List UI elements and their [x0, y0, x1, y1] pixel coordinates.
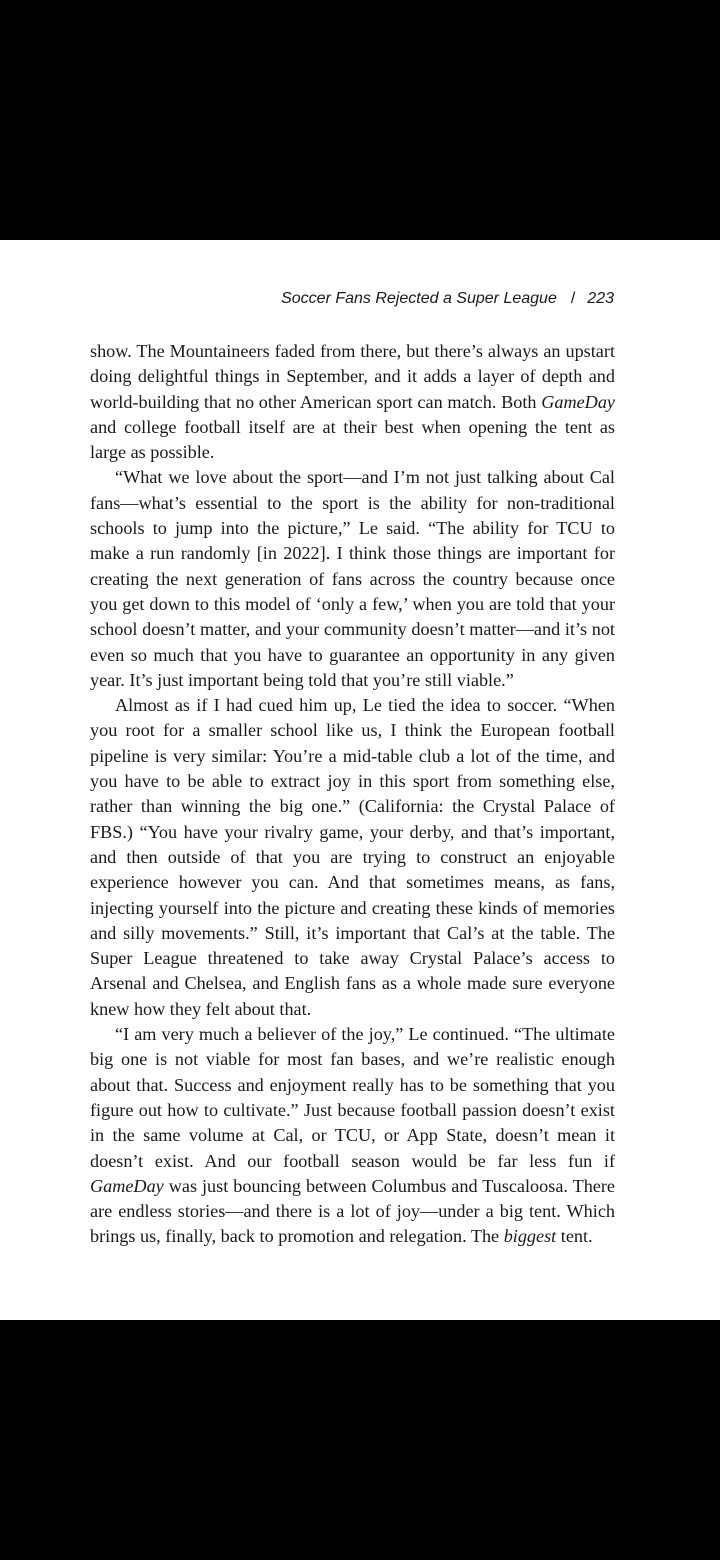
running-head	[281, 290, 614, 308]
paragraph: “What we love about the sport—and I’m not just talking about Cal fans—what’s essential to the sport is the ability for non-traditional schools to jump into the picture,” Le said. “The ability for TCU to make a run randomly [in 2022]. I think those things are important for creating the next generation of fans across the country because once you get down to this model of ‘only a few,’ when you are told that your school doesn’t matter, and your community doesn’t matter—and it’s not even so much that you have to guarantee an opportunity in any given year. It’s just important being told that you’re still viable.”	[90, 467, 615, 690]
italic-title: GameDay	[541, 391, 615, 412]
header-separator: /	[570, 290, 576, 307]
italic-emphasis: biggest	[503, 1226, 557, 1247]
paragraph: Almost as if I had cued him up, Le tied the idea to soccer. “When you root for a smaller school like us, I think the European football pipeline is very similar: You’re a mid-table club a lot of the time, and you have to be able to extract joy in this sport from something else, rather than winning the big one.” (California: the Crystal Palace of FBS.) “You have your rivalry game, your derby, and that’s important, and then outside of that you are trying to construct an enjoyable experience however you can. And that sometimes means, as fans, injecting yourself into the picture and creating these kinds of memories and silly movements.” Still, it’s important that Cal’s at the table. The Super League threatened to take away Crystal Palace’s access to Arsenal and Chelsea, and English fans as a whole made sure everyone knew how they felt about that.	[90, 695, 615, 1019]
paragraph	[90, 1022, 615, 1250]
book-page[interactable]	[0, 240, 720, 1320]
paragraph-text: was just bouncing between Columbus and Tuscaloosa. There are endless stories—and there is a lot of joy—under a big tent. Which brings us, finally, back to promotion and relegation. The	[90, 1175, 615, 1247]
paragraph-text: “I am very much a believer of the joy,” Le continued. “The ultimate big one is not viable for most fan bases, and we’re realistic enough about that. Success and enjoyment really has to be something that you figure out how to cultivate.” Just because football passion doesn’t exist in the same volume at Cal, or TCU, or App State, doesn’t mean it doesn’t exist. And our football season would be far less fun if	[90, 1024, 615, 1171]
top-letterbox	[0, 0, 720, 240]
paragraph	[90, 339, 615, 465]
paragraph-text: and college football itself are at their best when opening the tent as large as possible.	[90, 416, 615, 463]
body-text	[90, 339, 615, 1250]
bottom-letterbox	[0, 1320, 720, 1560]
paragraph-text: tent.	[556, 1226, 593, 1247]
chapter-title: Soccer Fans Rejected a Super League	[281, 290, 557, 307]
page-number: 223	[587, 290, 614, 307]
italic-title: GameDay	[90, 1175, 164, 1196]
paragraph-text: show. The Mountaineers faded from there, but there’s always an upstart doing delightful things in September, and it adds a layer of depth and world-building that no other American sport can match. Both	[90, 341, 615, 412]
